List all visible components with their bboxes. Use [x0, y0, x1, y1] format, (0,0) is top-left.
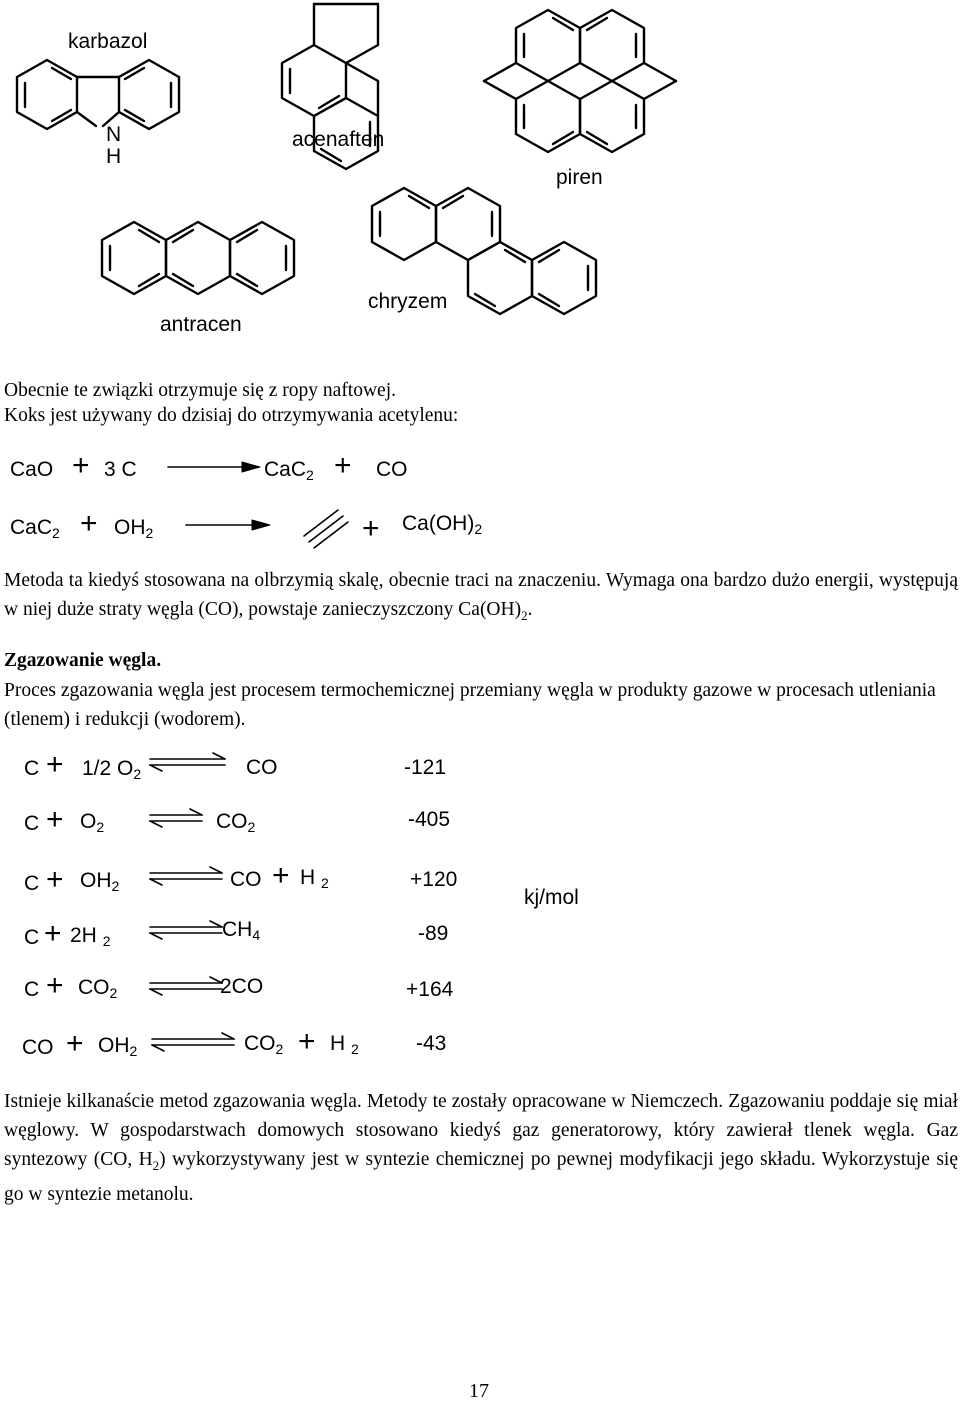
r1-product-cac2: CaC$_2$ [264, 458, 314, 483]
product-h2: H $_2$ [330, 1032, 359, 1057]
r1-product-co: CO [376, 458, 408, 481]
enthalpy-value: -405 [408, 808, 451, 831]
r2-reactant-oh2: $OH_2$ [114, 516, 154, 541]
plus-sign: + [44, 917, 62, 950]
equilibrium-arrow [150, 977, 222, 995]
plus-sign: + [334, 449, 352, 482]
plus-sign: + [46, 748, 64, 781]
equilibrium-arrow [150, 753, 225, 771]
intro-line-2: Koks jest używany do dzisiaj do otrzymywania acetylenu: [4, 405, 459, 426]
product-h2: H $_2$ [300, 866, 329, 891]
reactant-c: C [24, 812, 40, 835]
acenaften-label: acenaften [292, 128, 385, 151]
enthalpy-value: -43 [416, 1032, 447, 1055]
r1-reactant-c: 3 C [104, 458, 137, 481]
product-2co: 2CO [220, 975, 264, 998]
equilibrium-arrow [150, 867, 222, 885]
karbazol-n-atom: N [106, 123, 122, 146]
reactant-oh2: $OH_2$ [80, 869, 120, 894]
plus-sign: + [46, 803, 64, 836]
product-co: CO [230, 868, 262, 891]
enthalpy-value: +120 [410, 868, 458, 891]
plus-sign: + [80, 507, 98, 540]
plus-sign: + [66, 1027, 84, 1060]
plus-sign: + [272, 859, 290, 892]
unit-label: kj/mol [524, 886, 579, 909]
equilibrium-arrow [150, 809, 202, 827]
section-heading: Zgazowanie węgla. [4, 650, 162, 671]
reactant-c: C [24, 978, 40, 1001]
reactant-co2: $CO_2$ [78, 976, 118, 1001]
product-ch4: $CH_4$ [222, 918, 261, 943]
r2-reactant-cac2: CaC$_2$ [10, 516, 60, 541]
page-number: 17 [469, 1380, 489, 1402]
reactant-2h2: 2H $_2$ [70, 924, 111, 949]
reactant-c: C [24, 757, 40, 780]
plus-sign: + [72, 449, 90, 482]
reactant-half-o2: 1/2 $O_2$ [82, 757, 142, 782]
intro-line-1: Obecnie te związki otrzymuje się z ropy naftowej. [4, 380, 397, 401]
antracen-label: antracen [160, 313, 242, 336]
product-co2: $CO_2$ [244, 1032, 284, 1057]
paragraph-proces: Proces zgazowania węgla jest procesem termochemicznej przemiany węgla w produkty gazowe w procesach utleniania (tlenem) i redukcji (wodorem). [4, 680, 936, 730]
karbazol-label: karbazol [68, 30, 148, 53]
equilibrium-arrow [152, 1033, 234, 1051]
chryzem-label: chryzem [368, 290, 448, 313]
equilibrium-arrow [150, 921, 222, 939]
reactant-oh2: $OH_2$ [98, 1034, 138, 1059]
reactant-co: CO [22, 1036, 54, 1059]
r2-product-caoh2: $Ca(OH)_2$ [402, 512, 483, 537]
reactant-o2: $O_2$ [80, 810, 105, 835]
karbazol-h-atom: H [106, 145, 122, 168]
product-co2: $CO_2$ [216, 810, 256, 835]
enthalpy-value: +164 [406, 978, 454, 1001]
plus-sign: + [46, 863, 64, 896]
enthalpy-value: -89 [418, 922, 449, 945]
paragraph-istnieje: Istnieje kilkanaście metod zgazowania węgla. Metody te zostały opracowane w Niemczech. Zgazowaniu poddaje się miał węglowy. W gospodarstwach domowych stosowano kiedyś gaz generatorowy, który zawierał tlenek węgla. Gaz syntezowy (CO, $H_2$) wykorzystywany jest w syntezie chemicznej po pewnej modyfikacji jego składu. Wykorzystuje się go w syntezie metanolu. [4, 1091, 958, 1205]
enthalpy-value: -121 [404, 756, 447, 779]
plus-sign: + [46, 969, 64, 1002]
paragraph-metoda: Metoda ta kiedyś stosowana na olbrzymią skalę, obecnie traci na znaczeniu. Wymaga ona bardzo dużo energii, występują w niej duże straty węgla (CO), powstaje zanieczyszczony $Ca(OH)_2$. [4, 570, 958, 623]
reactant-c: C [24, 926, 40, 949]
plus-sign: + [298, 1025, 316, 1058]
reactant-c: C [24, 872, 40, 895]
plus-sign: + [362, 512, 380, 545]
product-co: CO [246, 756, 278, 779]
piren-label: piren [556, 166, 603, 189]
r1-reactant-cao: CaO [10, 458, 54, 481]
